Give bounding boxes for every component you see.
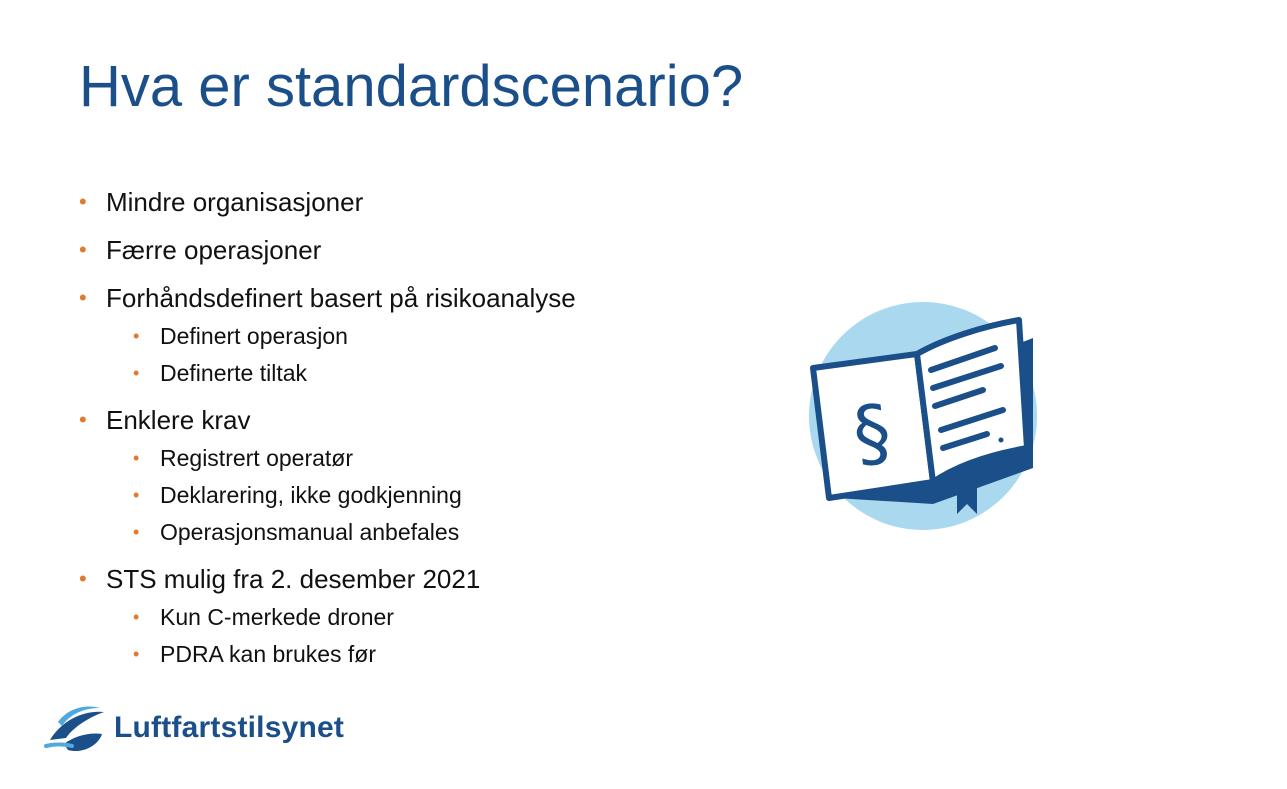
bullet-item — [79, 182, 576, 222]
company-logo — [44, 700, 344, 756]
sub-bullet-text: Deklarering, ikke godkjenning — [160, 482, 462, 508]
bullet-dot: • — [79, 237, 87, 262]
bullet-text: Mindre organisasjoner — [106, 187, 364, 217]
sub-bullet-text: Kun C-merkede droner — [160, 604, 394, 630]
bullet-dot: • — [79, 285, 87, 310]
airplane-swoosh-icon — [44, 700, 106, 756]
bullet-item — [79, 559, 576, 673]
bullet-dot: • — [79, 189, 87, 214]
sub-bullet-text: Registrert operatør — [160, 445, 354, 471]
bullet-text: Enklere krav — [106, 405, 251, 435]
bullet-text: Færre operasjoner — [106, 235, 322, 265]
bullet-item — [79, 400, 576, 551]
sub-bullet-dot: • — [133, 326, 140, 346]
slide-title: Hva er standardscenario? — [79, 54, 744, 119]
sub-bullet-item — [133, 318, 576, 355]
sub-bullet-item — [133, 477, 576, 514]
sub-bullet-dot: • — [133, 607, 140, 627]
sub-bullet-item — [133, 440, 576, 477]
sub-bullet-item — [133, 514, 576, 551]
sub-bullet-item — [133, 599, 576, 636]
sub-bullet-list — [133, 440, 576, 551]
sub-bullet-dot: • — [133, 644, 140, 664]
sub-bullet-text: Definerte tiltak — [160, 360, 308, 386]
bullet-dot: • — [79, 566, 87, 591]
bullet-dot: • — [79, 407, 87, 432]
sub-bullet-dot: • — [133, 448, 140, 468]
bullet-list — [79, 182, 576, 681]
logo-text: Luftfartstilsynet — [114, 711, 345, 744]
sub-bullet-item — [133, 636, 576, 673]
sub-bullet-text: Operasjonsmanual anbefales — [160, 519, 460, 545]
bullet-text: STS mulig fra 2. desember 2021 — [106, 564, 481, 594]
sub-bullet-text: PDRA kan brukes før — [160, 641, 377, 667]
bullet-item — [79, 278, 576, 392]
sub-bullet-text: Definert operasjon — [160, 323, 348, 349]
sub-bullet-dot: • — [133, 485, 140, 505]
sub-bullet-list — [133, 599, 576, 673]
bullet-text: Forhåndsdefinert basert på risikoanalyse — [106, 283, 576, 313]
sub-bullet-item — [133, 355, 576, 392]
paragraph-symbol: § — [849, 388, 895, 479]
sub-bullet-list — [133, 318, 576, 392]
sub-bullet-dot: • — [133, 522, 140, 542]
bullet-item — [79, 230, 576, 270]
book-paragraph-icon — [805, 298, 1045, 538]
sub-bullet-dot: • — [133, 363, 140, 383]
